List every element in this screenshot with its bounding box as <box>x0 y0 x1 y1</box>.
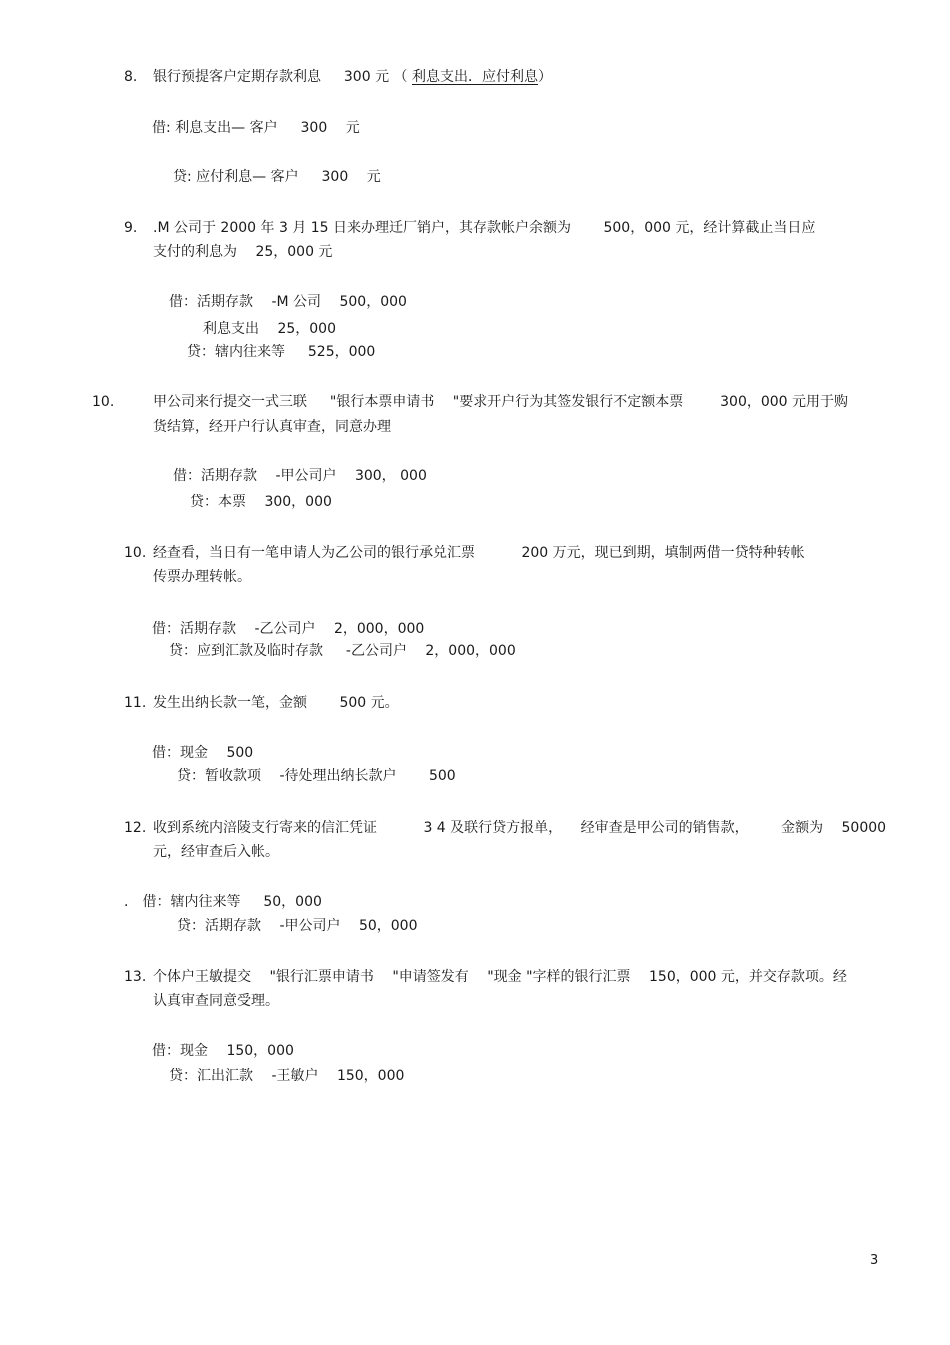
item-9-question-line1: .M 公司于 2000 年 3 月 15 日来办理迁厂销户，其存款帐户余额为 500，000 元，经计算截止当日应 <box>153 220 816 236</box>
item-10a-entry-credit: 贷：本票 300，000 <box>190 494 332 510</box>
item-12-entry-debit: . 借：辖内往来等 50，000 <box>124 894 322 910</box>
item-8-entry-debit: 借: 利息支出— 客户 300 元 <box>152 120 360 136</box>
item-10a-question-line1: 甲公司来行提交一式三联 "银行本票申请书 "要求开户行为其签发银行不定额本票 300，000 元用于购 <box>153 394 849 410</box>
item-10b-entry-credit: 贷：应到汇款及临时存款 -乙公司户 2，000，000 <box>169 643 516 659</box>
item-8-answer-underlined: 利息支出．应付利息 <box>411 69 538 85</box>
item-9-entry-credit: 贷：辖内往来等 525，000 <box>187 344 376 360</box>
item-13-entry-credit: 贷：汇出汇款 -王敏户 150，000 <box>169 1068 405 1084</box>
item-13-number: 13. <box>124 969 147 985</box>
item-10a-question-line2: 货结算，经开户行认真审查，同意办理 <box>153 419 391 435</box>
item-9-number: 9. <box>124 220 138 236</box>
item-8-question-pre: 银行预提客户定期存款利息 300 元 （ <box>153 69 412 85</box>
item-8-number: 8. <box>124 69 138 85</box>
item-13-question-line1: 个体户王敏提交 "银行汇票申请书 "申请签发有 "现金 "字样的银行汇票 150，000 元，并交存款项。经 <box>153 969 847 985</box>
item-12-question-line1: 收到系统内涪陵支行寄来的信汇凭证 3 4 及联行贷方报单， 经审查是甲公司的销售款， 金额为 50000 <box>153 820 887 836</box>
item-11-number: 11. <box>124 695 147 711</box>
item-11-entry-debit: 借：现金 500 <box>152 745 254 761</box>
item-8-question <box>153 67 552 87</box>
item-12-question-line2: 元，经审查后入帐。 <box>153 844 279 860</box>
item-9-question-line2: 支付的利息为 25，000 元 <box>153 244 333 260</box>
item-10a-entry-debit: 借：活期存款 -甲公司户 300， 000 <box>173 468 427 484</box>
item-10b-number: 10. <box>124 545 147 561</box>
item-12-number: 12. <box>124 820 147 836</box>
item-12-entry-credit: 贷：活期存款 -甲公司户 50，000 <box>177 918 418 934</box>
item-11-entry-credit: 贷：暂收款项 -待处理出纳长款户 500 <box>177 768 456 784</box>
item-13-question-line2: 认真审查同意受理。 <box>153 993 279 1009</box>
item-11-question: 发生出纳长款一笔，金额 500 元。 <box>153 695 399 711</box>
item-10b-entry-debit: 借：活期存款 -乙公司户 2，000，000 <box>152 621 425 637</box>
item-8-entry-credit: 贷: 应付利息— 客户 300 元 <box>173 169 381 185</box>
item-10a-number: 10. <box>92 394 115 410</box>
item-9-entry-debit-2: 利息支出 25，000 <box>203 321 336 337</box>
item-10b-question-line2: 传票办理转帐。 <box>153 569 251 585</box>
item-10b-question-line1: 经查看，当日有一笔申请人为乙公司的银行承兑汇票 200 万元，现已到期，填制两借一贷特种转帐 <box>153 545 805 561</box>
item-9-entry-debit: 借：活期存款 -M 公司 500，000 <box>169 294 407 310</box>
item-13-entry-debit: 借：现金 150，000 <box>152 1043 294 1059</box>
item-8-question-post: ） <box>537 69 552 85</box>
page-number: 3 <box>870 1253 879 1268</box>
